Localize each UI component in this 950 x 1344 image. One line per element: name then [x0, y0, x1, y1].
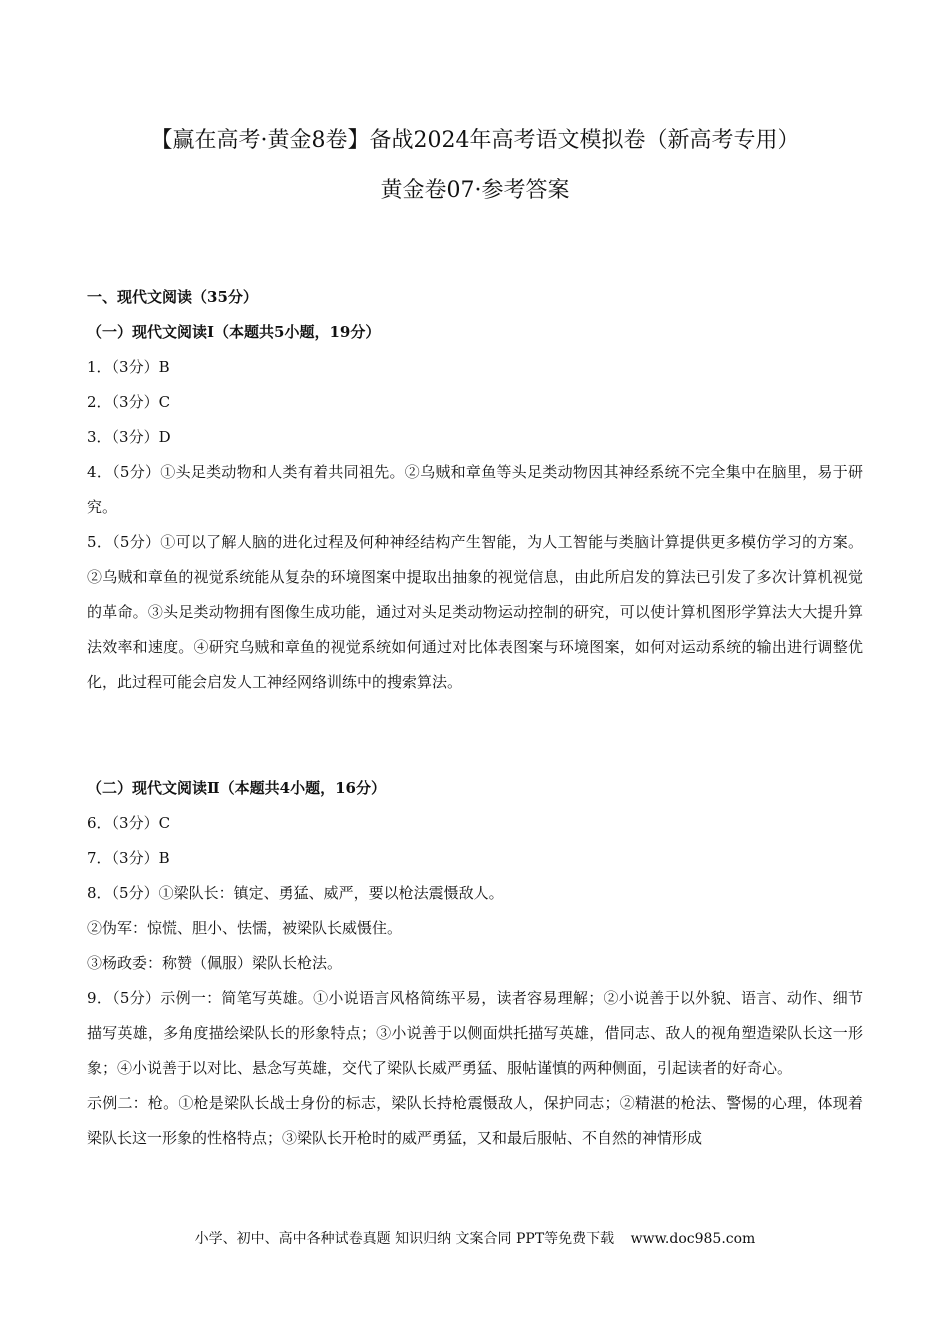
answer-q6: 6．（3分）C: [87, 814, 171, 832]
part1-heading: 一、现代文阅读（35分）: [87, 288, 258, 306]
answer-q8-part2: ②伪军：惊慌、胆小、怯懦，被梁队长威慑住。: [87, 919, 403, 937]
footer-text: 小学、初中、高中各种试卷真题 知识归纳 文案合同 PPT等免费下载: [194, 1231, 615, 1247]
section1-heading: （一）现代文阅读Ⅰ（本题共5小题，19分）: [87, 323, 381, 341]
answer-q8-part1: 8．（5分）①梁队长：镇定、勇猛、威严，要以枪法震慑敌人。: [87, 884, 504, 902]
page-footer: [0, 1226, 950, 1252]
answer-q7: 7．（3分）B: [87, 849, 170, 867]
answer-content: [87, 280, 863, 1156]
answer-q5: 5．（5分）①可以了解人脑的进化过程及何种神经结构产生智能，为人工智能与类脑计算提供更多模仿学习的方案。②乌贼和章鱼的视觉系统能从复杂的环境图案中提取出抽象的视觉信息，由此所启发的算法已引发了多次计算机视觉的革命。③头足类动物拥有图像生成功能，通过对头足类动物运动控制的研究，可以使计算机图形学算法大大提升算法效率和速度。④研究乌贼和章鱼的视觉系统如何通过对比体表图案与环境图案，如何对运动系统的输出进行调整优化，此过程可能会启发人工神经网络训练中的搜索算法。: [87, 533, 863, 691]
footer-url: www.doc985.com: [630, 1231, 756, 1247]
answer-q2: 2．（3分）C: [87, 393, 171, 411]
answer-q3: 3．（3分）D: [87, 428, 171, 446]
answer-q8-part3: ③杨政委：称赞（佩服）梁队长枪法。: [87, 954, 343, 972]
section2-heading: （二）现代文阅读Ⅱ（本题共4小题，16分）: [87, 779, 386, 797]
answer-q9-example2: 示例二：枪。①枪是梁队长战士身份的标志，梁队长持枪震慑敌人，保护同志；②精湛的枪法、警惕的心理，体现着梁队长这一形象的性格特点；③梁队长开枪时的威严勇猛，又和最后服帖、不自然的神情形成: [87, 1094, 863, 1147]
document-title: 【赢在高考·黄金8卷】备战2024年高考语文模拟卷（新高考专用）: [150, 128, 800, 153]
answer-q4: 4．（5分）①头足类动物和人类有着共同祖先。②乌贼和章鱼等头足类动物因其神经系统不完全集中在脑里，易于研究。: [87, 463, 863, 516]
answer-q1: 1．（3分）B: [87, 358, 170, 376]
answer-q9-example1: 9．（5分）示例一：简笔写英雄。①小说语言风格简练平易，读者容易理解；②小说善于以外貌、语言、动作、细节描写英雄，多角度描绘梁队长的形象特点；③小说善于以侧面烘托描写英雄，借同志、敌人的视角塑造梁队长这一形象；④小说善于以对比、悬念写英雄，交代了梁队长威严勇猛、服帖谨慎的两种侧面，引起读者的好奇心。: [87, 989, 863, 1077]
document-subtitle: 黄金卷07·参考答案: [380, 178, 570, 203]
section-gap: [87, 700, 863, 771]
